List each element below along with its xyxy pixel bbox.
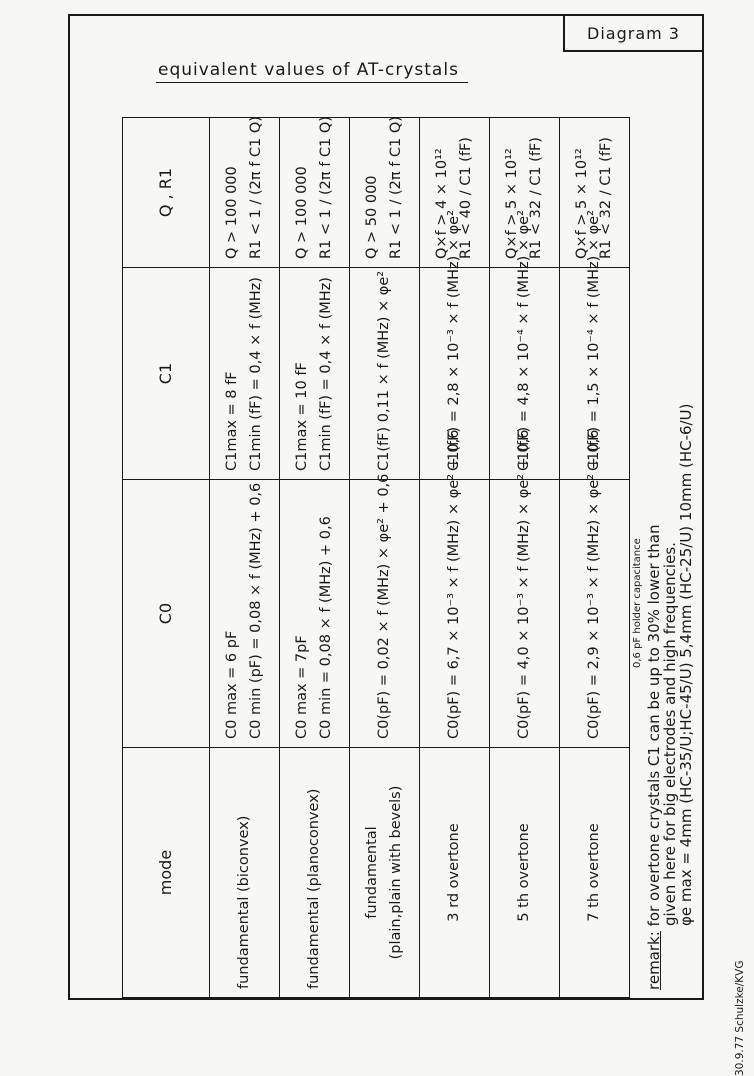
remark-block bbox=[646, 120, 694, 990]
column-header-mode: mode bbox=[123, 748, 210, 998]
footer-signature: 30.9.77 Schulzke/KVG bbox=[734, 961, 746, 1076]
remark-line-2: given here for big electrodes and high frequencies. bbox=[662, 120, 678, 990]
q-r1-cell: Q×f > 4 × 10¹² R1 < 40 / C1 (fF) bbox=[420, 118, 490, 268]
title-underline bbox=[156, 82, 468, 83]
remark-label: remark: bbox=[645, 931, 663, 990]
c0-cell: C0(pF) = 0,02 × f (MHz) × φe² + 0,6 bbox=[350, 480, 420, 748]
c1-cell: C1(fF) = 2,8 × 10⁻³ × f (MHz) × φe² bbox=[420, 268, 490, 480]
holder-capacitance-note: 0,6 pF holder capacitance bbox=[632, 538, 643, 668]
q-r1-cell: Q×f > 5 × 10¹² R1 < 32 / C1 (fF) bbox=[560, 118, 630, 268]
table-row bbox=[210, 118, 280, 998]
mode-cell: fundamental (planoconvex) bbox=[280, 748, 350, 998]
c1-cell: C1max = 8 fF C1min (fF) = 0,4 × f (MHz) bbox=[210, 268, 280, 480]
q-r1-cell: Q×f > 5 × 10¹² R1 < 32 / C1 (fF) bbox=[490, 118, 560, 268]
mode-cell: fundamental (plain,plain with bevels) bbox=[350, 748, 420, 998]
remark-line-1: for overtone crystals C1 can be up to 30% lower than bbox=[645, 524, 663, 926]
c1-cell: C1(fF) 0,11 × f (MHz) × φe² bbox=[350, 268, 420, 480]
c0-cell: C0(pF) = 4,0 × 10⁻³ × f (MHz) × φe² + 0,6 bbox=[490, 480, 560, 748]
remark-line-3: φe max = 4mm (HC-35/U;HC-45/U) 5,4mm (HC-25/U) 10mm (HC-6/U) bbox=[678, 120, 694, 990]
c0-cell: C0 max = 7pF C0 min = 0,08 × f (MHz) + 0,6 bbox=[280, 480, 350, 748]
q-r1-cell: Q > 100 000 R1 < 1 / (2π f C1 Q) bbox=[210, 118, 280, 268]
mode-cell: 7 th overtone bbox=[560, 748, 630, 998]
c0-cell: C0(pF) = 2,9 × 10⁻³ × f (MHz) × φe² + 0,6 bbox=[560, 480, 630, 748]
q-r1-cell: Q > 100 000 R1 < 1 / (2π f C1 Q) bbox=[280, 118, 350, 268]
diagram-label: Diagram 3 bbox=[563, 14, 704, 52]
column-header-c1: C1 bbox=[123, 268, 210, 480]
column-header-q-r1: Q , R1 bbox=[123, 118, 210, 268]
c0-cell: C0 max = 6 pF C0 min (pF) = 0,08 × f (MHz) + 0,6 bbox=[210, 480, 280, 748]
table-row bbox=[560, 118, 630, 998]
table-row bbox=[490, 118, 560, 998]
mode-cell: 3 rd overtone bbox=[420, 748, 490, 998]
crystal-table bbox=[122, 117, 630, 998]
page-title: equivalent values of AT-crystals bbox=[158, 60, 459, 80]
c1-cell: C1max = 10 fF C1min (fF) = 0,4 × f (MHz) bbox=[280, 268, 350, 480]
table-row bbox=[420, 118, 490, 998]
table-row bbox=[350, 118, 420, 998]
mode-cell: 5 th overtone bbox=[490, 748, 560, 998]
rotated-content bbox=[122, 118, 754, 998]
c1-cell: C1(fF) = 4,8 × 10⁻⁴ × f (MHz) × φe² bbox=[490, 268, 560, 480]
c1-cell: C1(fF) = 1,5 × 10⁻⁴ × f (MHz) × φe² bbox=[560, 268, 630, 480]
c0-cell: C0(pF) = 6,7 × 10⁻³ × f (MHz) × φe² + 0,6 bbox=[420, 480, 490, 748]
column-header-c0: C0 bbox=[123, 480, 210, 748]
table-row bbox=[280, 118, 350, 998]
q-r1-cell: Q > 50 000 R1 < 1 / (2π f C1 Q) bbox=[350, 118, 420, 268]
mode-cell: fundamental (biconvex) bbox=[210, 748, 280, 998]
table-header-row bbox=[123, 118, 210, 998]
